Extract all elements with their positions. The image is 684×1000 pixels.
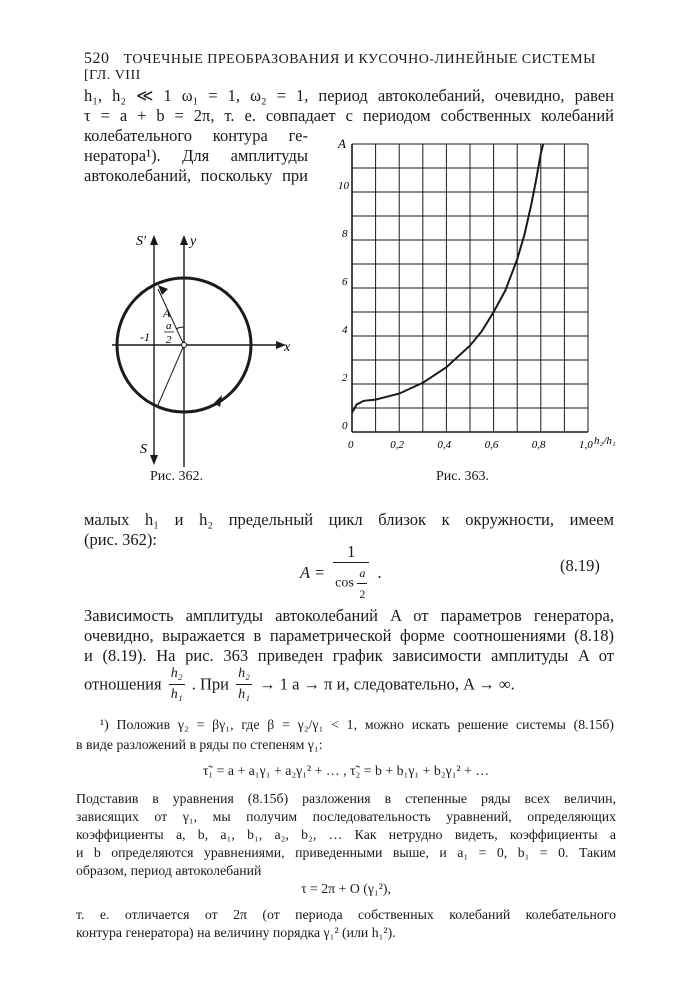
y-axis-arrow-icon <box>180 235 188 245</box>
eq-half-angle <box>357 563 367 604</box>
label-a-small: a <box>166 320 172 332</box>
eq-numerator: 1 <box>333 542 369 563</box>
x-tick-label: 0,2 <box>390 439 404 451</box>
para3-line-4 <box>84 664 614 706</box>
intro-line-5: автоколебаний, поскольку при <box>84 166 308 185</box>
series-line-a <box>352 144 543 413</box>
eq-cos: cos <box>335 575 354 591</box>
para3-line4-a: отношения <box>84 674 162 694</box>
fig362-caption: Рис. 362. <box>150 469 203 484</box>
footnote-line-8: т. е. отличается от 2π (от периода собственных колебаний колебательного <box>76 907 616 922</box>
ratio-fraction-1 <box>169 664 185 705</box>
eq-dot: . <box>377 563 382 582</box>
footnote-equation-1: τ̃₁ = a + a₁γ₁ + a₂γ₁² + … , τ̃₂ = b + b₁γ₁ + b₂γ₁² + … <box>202 763 490 778</box>
running-title: ТОЧЕЧНЫЕ ПРЕОБРАЗОВАНИЯ И КУСОЧНО-ЛИНЕЙНЫЕ СИСТЕМЫ [ГЛ. VIII <box>84 52 596 83</box>
x-tick-label: 0,6 <box>484 439 499 451</box>
label-two: 2 <box>166 334 172 346</box>
x-tick-label: 0,8 <box>531 439 546 451</box>
para2-line-1: малых h₁ и h₂ предельный цикл близок к окружности, имеем <box>84 510 614 529</box>
equation-8-19 <box>300 542 382 601</box>
chart-y-label: A <box>338 136 346 151</box>
ratio1-den: h₁ <box>170 687 183 702</box>
footnote-line-5: коэффициенты a, b, a₁, b₁, a₂, b₂, … Как нетрудно видеть, коэффициенты a <box>76 827 616 842</box>
ratio2-num: h₂ <box>236 664 252 685</box>
figure-362 <box>100 225 310 470</box>
para2-line-2: (рис. 362): <box>84 530 157 549</box>
radius-line-bottom <box>158 345 184 405</box>
footnote-equation-2: τ = 2π + O (γ₁²), <box>301 881 391 896</box>
origin-point <box>182 343 187 348</box>
y-tick-label: 4 <box>342 324 348 336</box>
x-tick-label: 0,4 <box>437 439 452 451</box>
eq-half-angle-den: 2 <box>359 587 366 601</box>
y-tick-label: 10 <box>338 180 349 192</box>
footnote-line-4: зависящих от γ₁, мы получим последовательность уравнений, определяющих <box>76 809 616 824</box>
y-tick-label: 8 <box>342 228 348 240</box>
intro-line-1: h₁, h₂ ≪ 1 ω₁ = 1, ω₂ = 1, период автоколебаний, очевидно, равен <box>84 86 614 105</box>
y-tick-label: 2 <box>342 372 348 384</box>
fig363-caption: Рис. 363. <box>436 469 489 484</box>
eq-fraction <box>333 542 369 604</box>
circle-arrow-top-icon <box>158 285 168 295</box>
label-a-cap: A <box>163 306 171 320</box>
intro-line-3: колебательного контура ге- <box>84 126 308 145</box>
s-line-down-arrow-icon <box>150 455 158 465</box>
x-tick-label: 0 <box>348 439 354 451</box>
chart-grid <box>352 144 588 432</box>
chart-ticks <box>338 180 593 451</box>
s-line-up-arrow-icon <box>150 235 158 245</box>
footnote-line-6: и b определяются уравнениями, приведенными выше, и a₁ = 0, b₁ = 0. Таким <box>76 845 616 860</box>
eq-half-angle-num: a <box>357 563 367 584</box>
equation-number-8-19: (8.19) <box>560 556 600 575</box>
page-number: 520 <box>84 50 110 67</box>
label-s-prime: S′ <box>136 234 147 249</box>
label-y: y <box>190 234 197 249</box>
label-minus-one: -1 <box>140 330 150 344</box>
para3-line-1: Зависимость амплитуды автоколебаний A от параметров генератора, <box>84 606 614 625</box>
ratio1-num: h₂ <box>169 664 185 685</box>
figure-363-chart <box>328 130 624 465</box>
eq-denominator <box>333 563 369 604</box>
eq-lhs: A = <box>300 563 326 582</box>
label-s: S <box>140 442 147 457</box>
para3-line4-b: . При <box>191 674 229 694</box>
para3-line-2: очевидно, выражается в параметрической форме соотношениями (8.18) <box>84 626 614 645</box>
intro-line-4: нератора¹). Для амплитуды <box>84 146 308 165</box>
y-tick-label: 6 <box>342 276 348 288</box>
para3-line-3: и (8.19). На рис. 363 приведен график зависимости амплитуды A от <box>84 646 614 665</box>
angle-arc <box>176 327 184 329</box>
footnote-line-1: ¹) Положив γ₂ = βγ₁, где β = γ₂/γ₁ < 1, можно искать решение системы (8.15б) <box>100 717 614 732</box>
footnote-line-7: образом, период автоколебаний <box>76 863 262 878</box>
chart-x-label: h₂/h₁ <box>594 435 616 447</box>
intro-line-2: τ = a + b = 2π, т. е. совпадает с периодом собственных колебаний <box>84 106 614 125</box>
running-header <box>84 50 624 84</box>
x-tick-label: 1,0 <box>579 439 593 451</box>
footnote-line-2: в виде разложений в ряды по степеням γ₁: <box>76 737 323 752</box>
ratio-fraction-2 <box>236 664 252 705</box>
ratio2-den: h₁ <box>238 687 250 702</box>
footnote-line-9: контура генератора) на величину порядка γ₁² (или h₁²). <box>76 925 396 940</box>
y-tick-label: 0 <box>342 420 348 432</box>
para3-line4-c: → 1 a → π и, следовательно, A → ∞. <box>259 674 515 694</box>
footnote-line-3: Подставив в уравнения (8.15б) разложения в степенные ряды всех величин, <box>76 791 616 806</box>
label-x: x <box>284 340 291 355</box>
